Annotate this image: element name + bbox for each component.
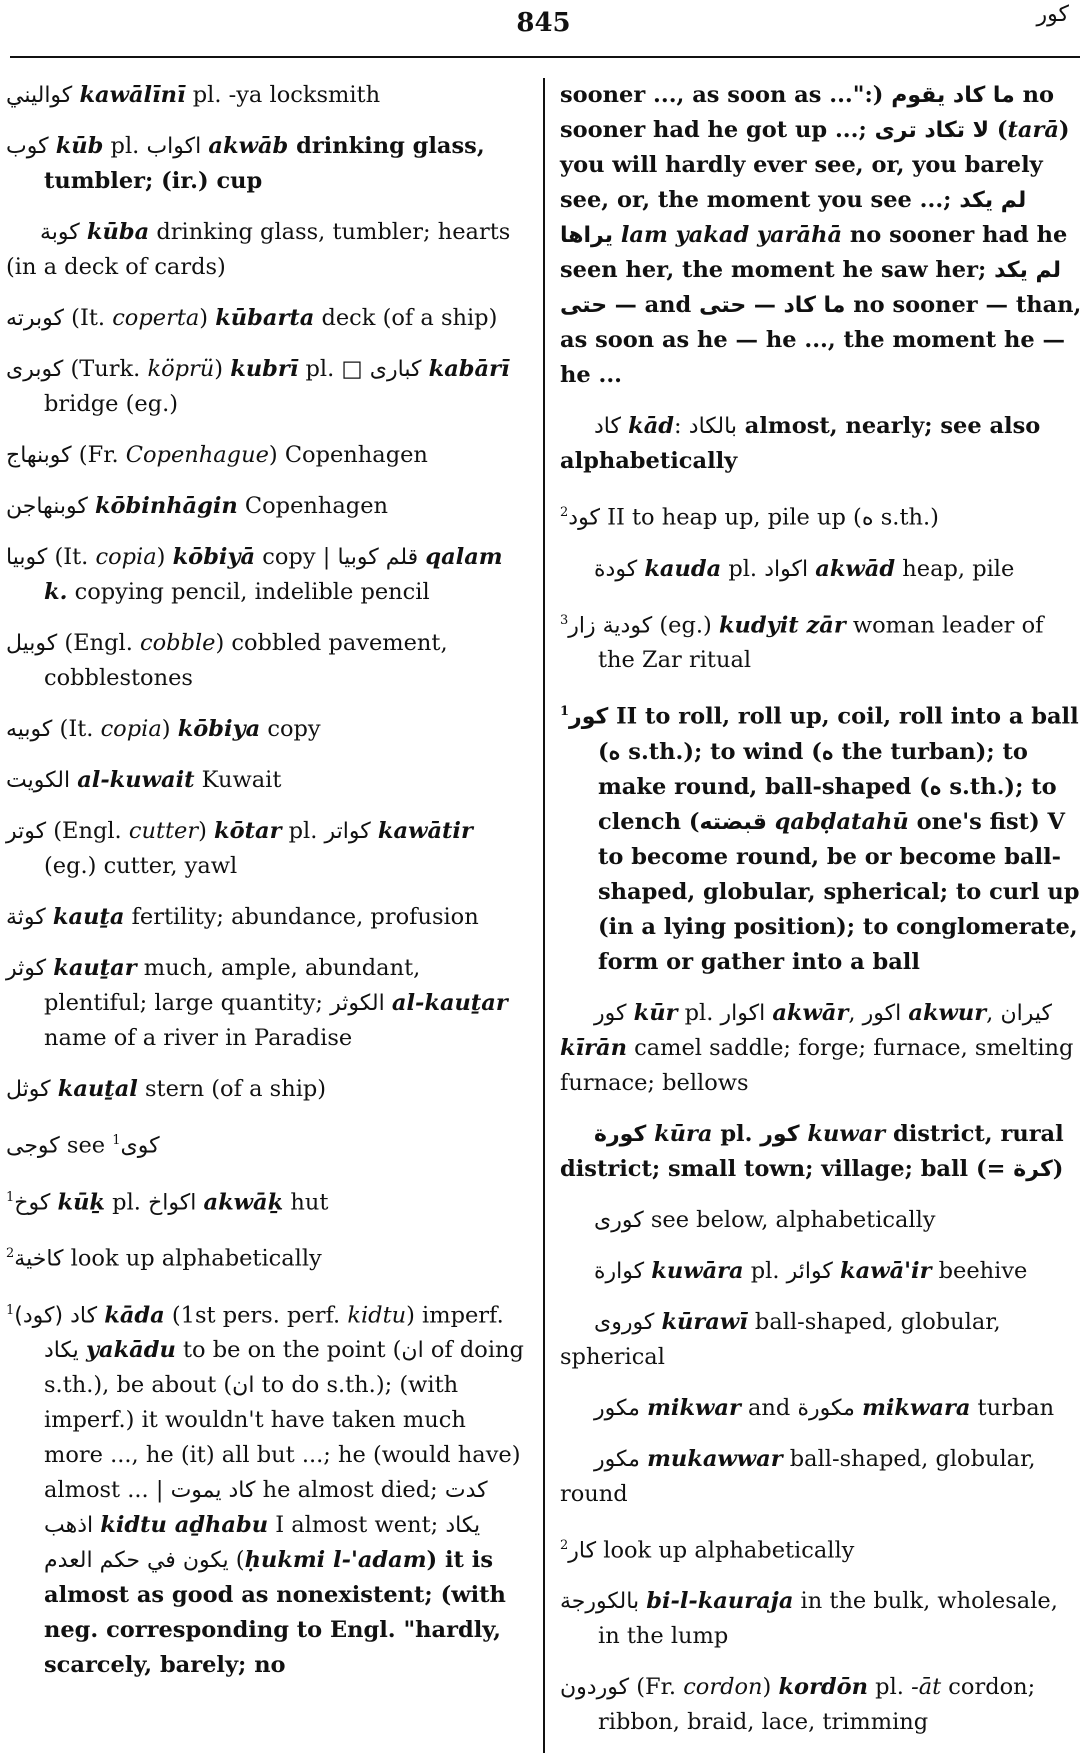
entry-kukh: $^1$كوخ kūḵ pl. اكواخ akwāḵ hut [6,1189,329,1215]
entry-kurawi: كوروى kūrawī ball-shaped, globular, spherical [560,1308,1001,1370]
entry-kuba: كوبة kūba drinking glass, tumbler; hearts (in a deck of cards) [6,219,511,280]
header-rule [10,56,1080,58]
entry-kad: كاد kād: بالكاد almost, nearly; see also alphabetically [560,413,1041,474]
entry-copenhague: كوبنهاج (Fr. Copenhague) Copenhagen [6,442,428,468]
entry-kobiya: كوبيا (It. copia) kōbiyā copy | قلم كوبيا qalam k. copying pencil, indelible pencil [6,544,503,605]
entry-kobinhagin: كوبنهاجن kōbinhāgin Copenhagen [6,493,389,519]
right-column [560,78,1082,1756]
entry-kautha: كوثة kauṯa fertility; abundance, profusion [6,904,479,930]
entry-kawwara: $^1$كور II to roll, roll up, coil, roll into a ball (ه s.th.); to wind (ه the turban); to make round, ball-shaped (ه s.th.); to clench (قبضته qabḍatahū one's fist) V to become round, be or become ball-shaped, globular, spherical; to curl up (in a lying position); to conglomerate, form or gather into a ball [560,703,1080,975]
entry-mukawwar: مكور mukawwar ball-shaped, globular, round [560,1445,1036,1507]
entry-kada: $^1$(كود) كاد kāda (1st pers. perf. kidtu) imperf. يكاد yakādu to be on the point (ان of doing s.th.), be about (ان to do s.th.); (with imperf.) it wouldn't have taken much more ..., he (it) all but ...; he (would have) almost ... | كاد يموت he almost died; كدت اذهب kidtu aḏhabu I almost went; يكاد يكون في حكم العدم (ḥukmi l-'adam) it is almost as good as nonexistent; (with neg. corresponding to Engl. "hardly, scarcely, barely; no [6,1302,524,1678]
entry-kakhiya: $^2$كاخية look up alphabetically [6,1245,322,1272]
entry-kur: كور kūr pl. اكوار akwār, اكور akwur, كيران kīrān camel saddle; forge; furnace, smelting furnace; bellows [560,999,1074,1096]
page-number: 845 [516,8,571,38]
entry-kar: $^2$كار look up alphabetically [560,1537,855,1563]
entry-kubarta: كوبرته (It. coperta) kūbarta deck (of a ship) [6,305,498,331]
entry-kobiya-2: كوبيه (It. copia) kōbiya copy [6,716,321,742]
entry-mukuji: كوجى see $^1$كوى [6,1132,160,1159]
entry-kudyit-zar: $^3$كودية زار (eg.) kudyit zār woman leader of the Zar ritual [560,612,1044,673]
entry-kura: كورة kūra pl. كور kuwar district, rural district; small town; village; ball (= كرة) [560,1120,1064,1182]
entry-kub: كوب kūb pl. اكواب akwāb drinking glass, tumbler; (ir.) cup [6,133,485,194]
left-column [6,78,524,1699]
column-divider [543,78,545,1753]
entry-cobble: كوبيل (Engl. cobble) cobbled pavement, cobblestones [6,630,448,691]
entry-mikwar: مكور mikwar and مكورة mikwara turban [594,1394,1055,1421]
entry-kauthar: كوثر kauṯar much, ample, abundant, plentiful; large quantity; الكوثر al-kauṯar name of a river in Paradise [6,955,508,1051]
entry-kada-continued: sooner ..., as soon as ...":) ما كاد يقوم no sooner had he got up ...; لا تكاد ترى (tarā) you will hardly ever see, or, you barely see, or, the moment you see ...; لم يكد يراها lam yakad yarāhā no sooner had he seen her, the moment he saw her; لم يكد — حتى and ما كاد — حتى no sooner — than, as soon as he — he ..., the moment he — he ... [560,82,1082,388]
entry-kordon: كوردون (Fr. cordon) kordōn pl. -āt cordon; ribbon, braid, lace, trimming [560,1674,1036,1735]
entry-kuwara: كوارة kuwāra pl. كوائر kawā'ir beehive [594,1257,1028,1284]
entry-kauthal: كوثل kauṯal stern (of a ship) [6,1076,327,1102]
entry-kawalini: كواليني kawālīnī pl. -ya locksmith [6,82,381,108]
entry-kawwada: $^2$كود II to heap up, pile up (ه s.th.) [560,504,939,531]
entry-kuri: كورى see below, alphabetically [594,1206,936,1233]
entry-kuwait: الكويت al-kuwait Kuwait [6,767,282,793]
entry-bil-kauraja: بالكورجة bi-l-kauraja in the bulk, wholesale, in the lump [560,1588,1058,1649]
running-headword: كور [1036,2,1069,27]
entry-kauda: كودة kauda pl. اكواد akwād heap, pile [594,555,1015,582]
entry-kubri: كوبرى (Turk. köprü) kubrī pl. □ كبارى kabārī bridge (eg.) [6,356,510,417]
entry-kotar: كوتر (Engl. cutter) kōtar pl. كواتر kawātir (eg.) cutter, yawl [6,818,473,879]
